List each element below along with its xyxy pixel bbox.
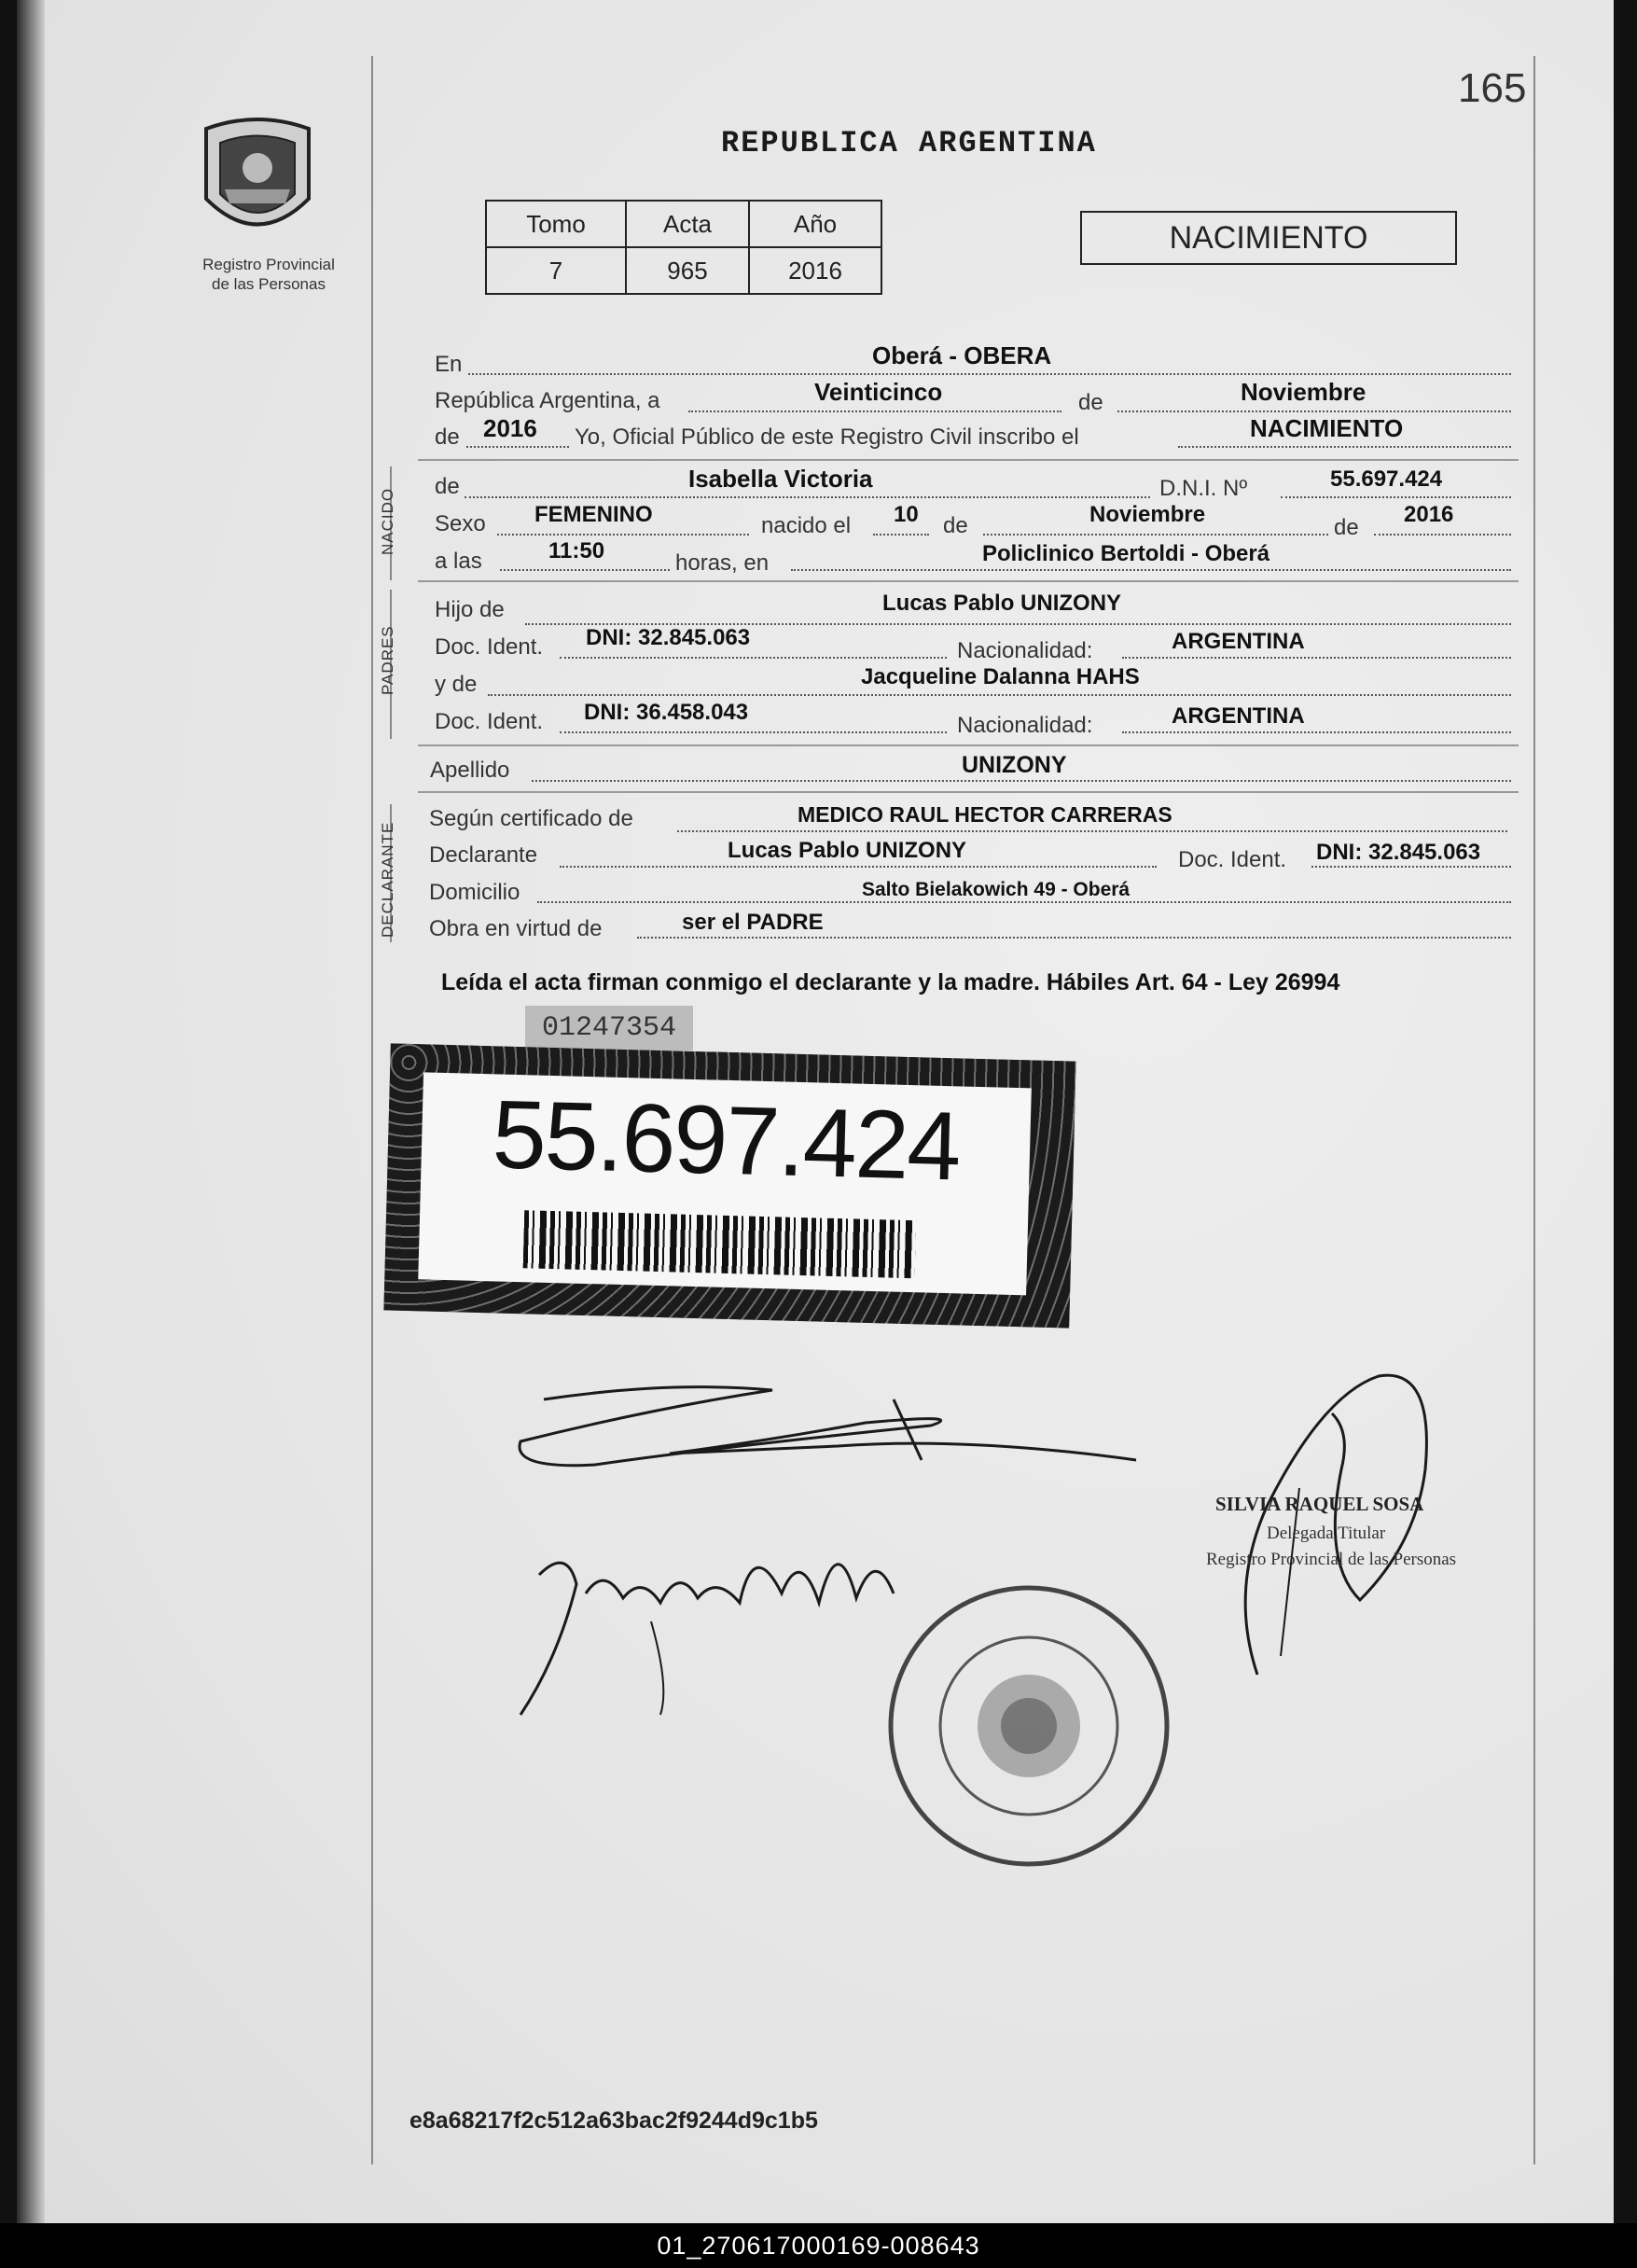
dotted-line [465, 496, 1150, 498]
stamp-number: 01247354 [525, 1006, 693, 1051]
dotted-line [1281, 496, 1511, 498]
birth-place-value: Policlinico Bertoldi - Oberá [982, 541, 1270, 566]
dotted-line [677, 830, 1507, 832]
dotted-line [1117, 410, 1511, 412]
section-divider [418, 580, 1519, 582]
sticker-panel [418, 1072, 1032, 1295]
father-nationality-value: ARGENTINA [1172, 629, 1305, 654]
en-label: En [435, 352, 463, 377]
declarante-label: Declarante [429, 842, 538, 868]
mother-doc-value: DNI: 36.458.043 [584, 700, 749, 725]
de-label: de [1078, 390, 1103, 415]
de-name-label: de [435, 474, 460, 499]
nacionalidad-label: Nacionalidad: [957, 638, 1093, 663]
dotted-line [560, 866, 1157, 868]
nacido-section-label: NACIDO [379, 487, 396, 555]
dotted-line [1122, 731, 1511, 733]
acta-header: Acta [626, 201, 749, 247]
dotted-line [1178, 446, 1511, 448]
father-name-value: Lucas Pablo UNIZONY [882, 591, 1122, 616]
de-year-label: de [435, 424, 460, 450]
child-name-value: Isabella Victoria [688, 465, 873, 493]
registry-line-2: de las Personas [212, 275, 326, 293]
de-label: de [943, 513, 968, 538]
dotted-line [560, 731, 947, 733]
day-value: Veinticinco [814, 378, 943, 406]
dotted-line [537, 901, 1511, 903]
year-value: 2016 [483, 414, 537, 442]
dotted-line [637, 937, 1511, 939]
republica-label: República Argentina, a [435, 388, 660, 413]
inscribo-value: NACIMIENTO [1250, 414, 1404, 442]
month-value: Noviembre [1241, 378, 1366, 406]
sexo-label: Sexo [435, 511, 486, 536]
apellido-label: Apellido [430, 758, 510, 783]
father-doc-value: DNI: 32.845.063 [586, 625, 751, 650]
dotted-line [468, 373, 1511, 375]
doc-ident-label: Doc. Ident. [435, 634, 544, 660]
registry-name [166, 255, 371, 294]
dotted-line [983, 534, 1328, 536]
certificado-label: Según certificado de [429, 806, 633, 831]
certificado-value: MEDICO RAUL HECTOR CARRERAS [798, 802, 1172, 827]
record-box [485, 200, 882, 295]
page-number: 165 [1458, 65, 1527, 111]
registry-line-1: Registro Provincial [202, 256, 335, 273]
domicilio-value: Salto Bielakowich 49 - Oberá [862, 879, 1131, 900]
province-emblem-icon [187, 110, 327, 250]
section-divider [418, 791, 1519, 793]
record-type-box: NACIMIENTO [1080, 211, 1457, 265]
right-margin-line [1533, 56, 1535, 2164]
alas-label: a las [435, 549, 482, 574]
birth-month-value: Noviembre [1089, 502, 1206, 527]
tomo-value: 7 [486, 247, 626, 294]
time-value: 11:50 [548, 538, 605, 564]
section-divider [418, 459, 1519, 461]
obra-value: ser el PADRE [682, 910, 824, 935]
dotted-line [466, 446, 569, 448]
apellido-value: UNIZONY [962, 752, 1067, 778]
official-organization: Registro Provincial de las Personas [1206, 1550, 1457, 1569]
registry-seal-icon [880, 1577, 1178, 1875]
birth-year-value: 2016 [1404, 502, 1454, 527]
place-value: Oberá - OBERA [872, 341, 1052, 369]
doc-ident-label: Doc. Ident. [435, 709, 544, 734]
dotted-line [497, 534, 749, 536]
tomo-header: Tomo [486, 201, 626, 247]
nacionalidad-label: Nacionalidad: [957, 713, 1093, 738]
id-sticker [383, 1043, 1075, 1328]
horas-label: horas, en [675, 550, 770, 576]
padres-section-label: PADRES [379, 625, 396, 695]
official-name: SILVIA RAQUEL SOSA [1215, 1493, 1424, 1515]
dotted-line [791, 569, 1511, 571]
dotted-line [488, 694, 1511, 696]
dotted-line [532, 780, 1511, 782]
dotted-line [873, 534, 929, 536]
decl-doc-label: Doc. Ident. [1178, 847, 1287, 872]
left-margin-line [371, 56, 373, 2164]
dotted-line [1311, 866, 1511, 868]
page-edge-shadow [17, 0, 45, 2223]
document-hash: e8a68217f2c512a63bac2f9244d9c1b5 [409, 2108, 818, 2134]
anio-value: 2016 [749, 247, 881, 294]
mother-name-value: Jacqueline Dalanna HAHS [861, 664, 1140, 689]
birth-day-value: 10 [894, 502, 919, 527]
dni-value: 55.697.424 [1330, 466, 1443, 492]
certificate-page [17, 0, 1614, 2223]
sticker-number: 55.697.424 [491, 1080, 961, 1202]
scan-footer-id: 01_270617000169-008643 [0, 2223, 1637, 2268]
decl-doc-value: DNI: 32.845.063 [1316, 840, 1481, 865]
section-divider [418, 744, 1519, 746]
dotted-line [500, 569, 670, 571]
official-label: Yo, Oficial Público de este Registro Civil inscribo el [575, 424, 1079, 450]
barcode-icon [523, 1210, 916, 1278]
closing-statement: Leída el acta firman conmigo el declarante y la madre. Hábiles Art. 64 - Ley 26994 [441, 969, 1340, 995]
hijo-de-label: Hijo de [435, 597, 505, 622]
dotted-line [1122, 657, 1511, 659]
sexo-value: FEMENINO [534, 502, 653, 527]
dotted-line [560, 657, 947, 659]
obra-label: Obra en virtud de [429, 916, 603, 941]
acta-value: 965 [626, 247, 749, 294]
mother-signature [502, 1510, 931, 1724]
official-role: Delegada Titular [1267, 1524, 1386, 1543]
anio-header: Año [749, 201, 881, 247]
y-de-label: y de [435, 672, 478, 697]
declarante-value: Lucas Pablo UNIZONY [728, 838, 967, 863]
domicilio-label: Domicilio [429, 880, 520, 905]
declarante-section-label: DECLARANTE [379, 821, 396, 938]
de-label: de [1334, 515, 1359, 540]
nacido-el-label: nacido el [761, 513, 852, 538]
mother-nationality-value: ARGENTINA [1172, 703, 1305, 729]
document-title: REPUBLICA ARGENTINA [721, 126, 1097, 160]
dotted-line [688, 410, 1061, 412]
dni-label: D.N.I. Nº [1159, 476, 1248, 501]
dotted-line [1374, 534, 1511, 536]
